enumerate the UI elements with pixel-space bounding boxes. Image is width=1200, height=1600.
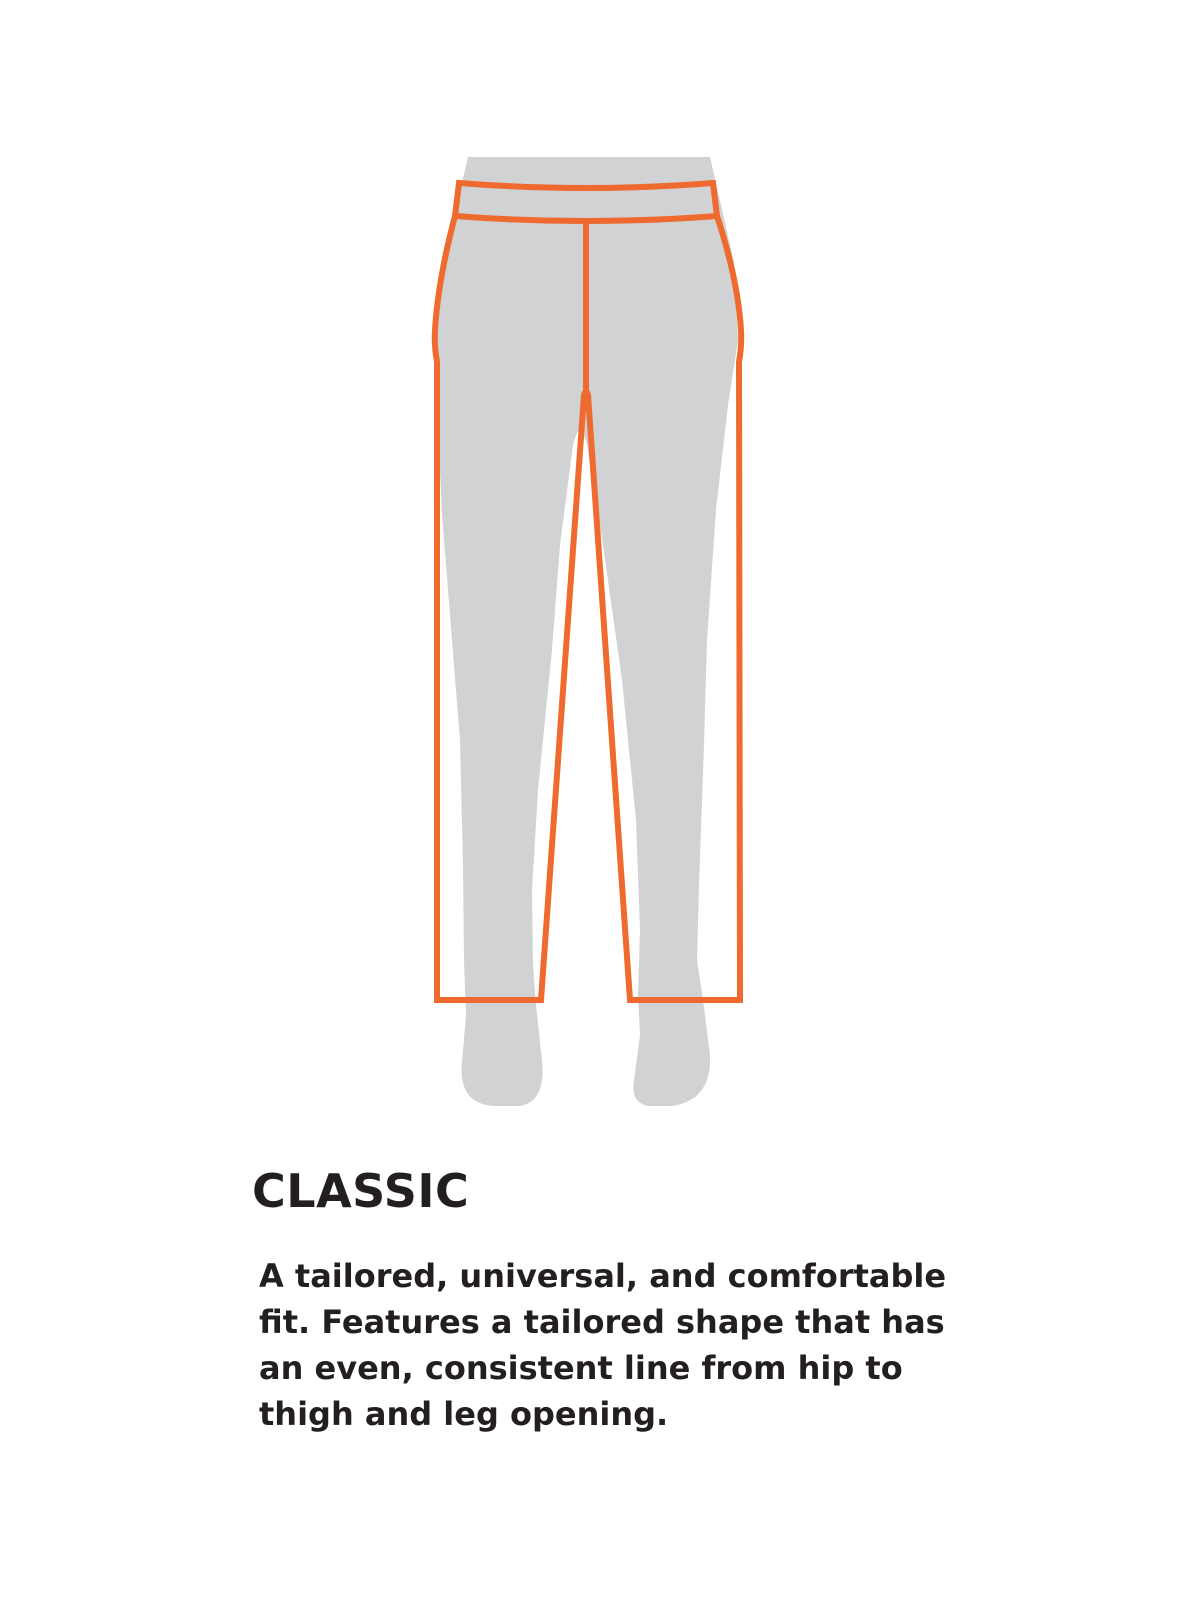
fit-title: CLASSIC xyxy=(252,1164,470,1218)
fit-description: A tailored, universal, and comfortable fit. Features a tailored shape that has an even, consistent line from hip to thigh and leg opening. xyxy=(259,1257,947,1433)
